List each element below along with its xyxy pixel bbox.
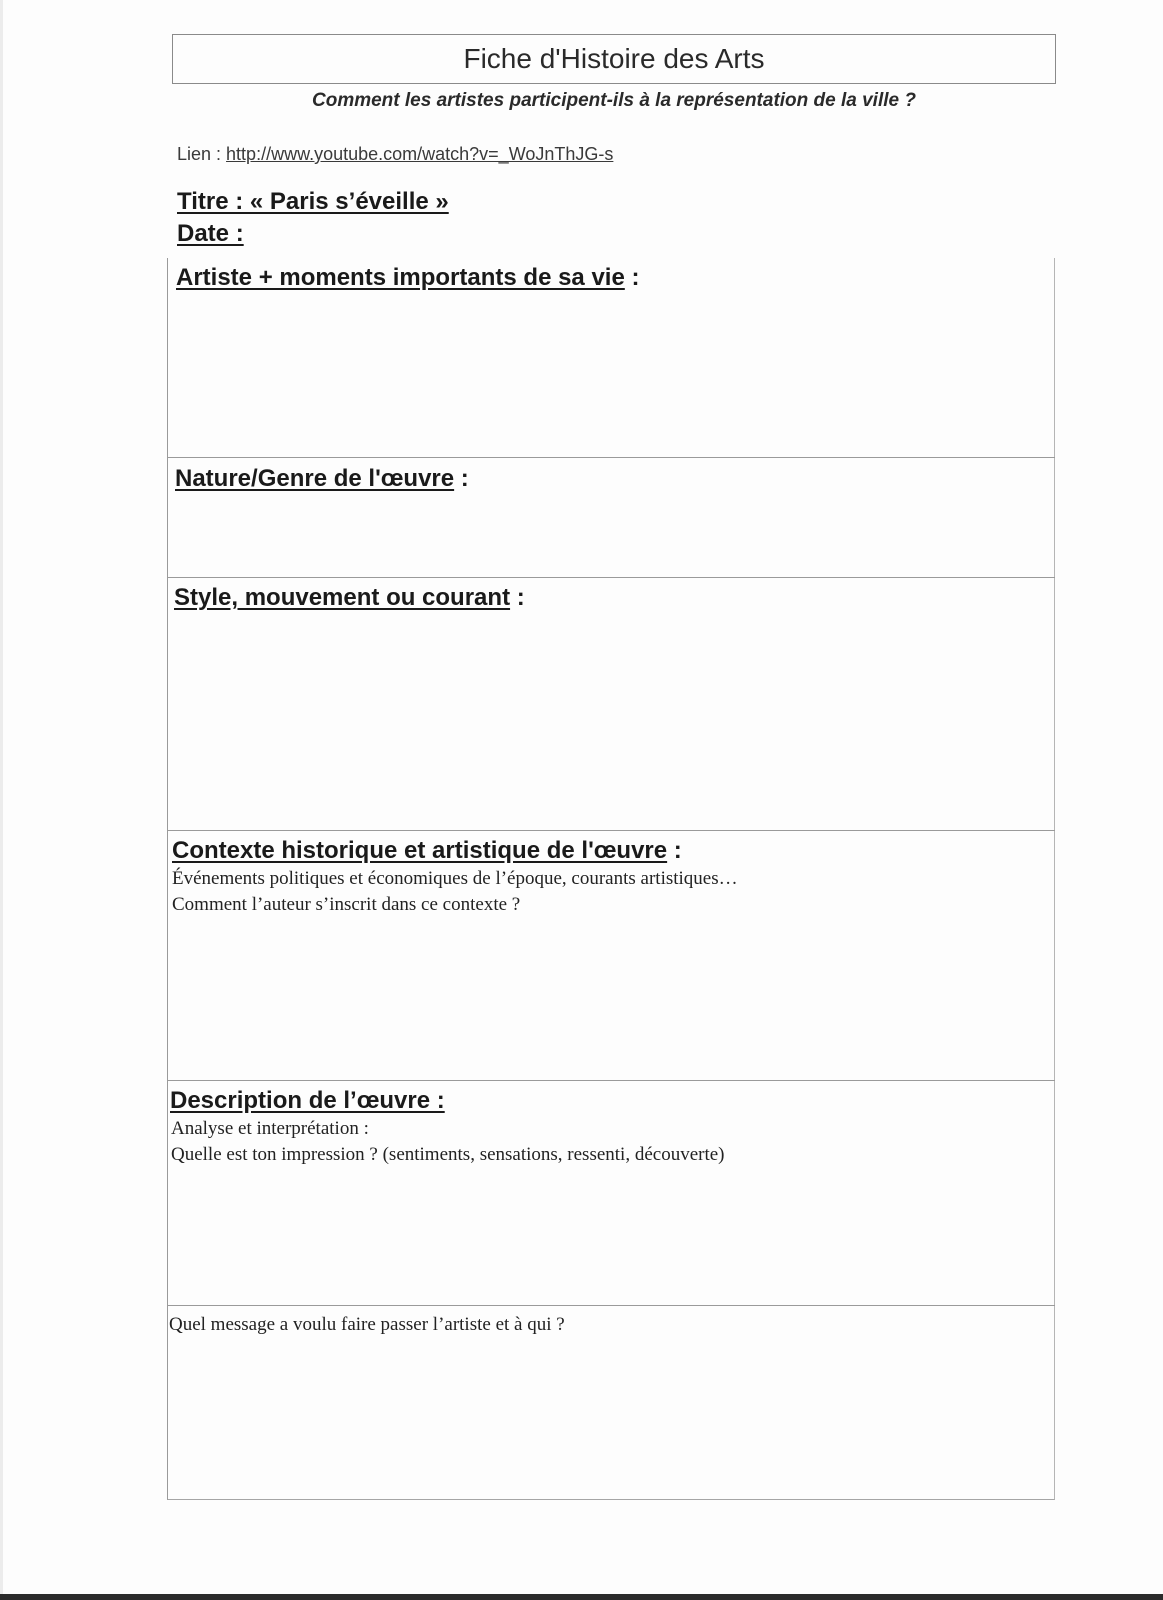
date-field	[177, 220, 244, 248]
context-prompt-2: Comment l’auteur s’inscrit dans ce contexte ?	[172, 894, 521, 915]
section-divider	[167, 577, 1055, 578]
section-genre: Nature/Genre de l'œuvre :	[175, 465, 469, 492]
context-prompt-1: Événements politiques et économiques de l’époque, courants artistiques…	[172, 868, 738, 889]
title-field	[177, 188, 449, 216]
title-field-label: Titre : « Paris s’éveille »	[177, 188, 449, 215]
section-artist-heading: Artiste + moments importants de sa vie	[176, 264, 625, 291]
section-divider	[167, 457, 1055, 458]
video-link-line	[177, 144, 613, 165]
section-description	[170, 1087, 445, 1115]
section-style-heading: Style, mouvement ou courant	[174, 584, 511, 611]
page-title-text: Fiche d'Histoire des Arts	[463, 43, 765, 74]
section-divider	[167, 830, 1055, 831]
section-description-heading: Description de l’œuvre :	[170, 1087, 445, 1114]
page-title	[172, 34, 1056, 84]
section-divider	[167, 1305, 1055, 1306]
date-field-label: Date :	[177, 220, 244, 247]
description-prompt-2: Quelle est ton impression ? (sentiments, sensations, ressenti, découverte)	[171, 1144, 725, 1165]
section-context-heading: Contexte historique et artistique de l'œuvre	[172, 837, 668, 864]
section-artist: Artiste + moments importants de sa vie :	[176, 264, 640, 291]
link-label: Lien :	[177, 144, 227, 164]
video-link[interactable]: http://www.youtube.com/watch?v=_WoJnThJG-s	[226, 144, 614, 164]
section-context: Contexte historique et artistique de l'œuvre :	[172, 837, 682, 864]
page-subtitle: Comment les artistes participent-ils à la représentation de la ville ?	[312, 90, 916, 111]
message-prompt: Quel message a voulu faire passer l’artiste et à qui ?	[169, 1314, 565, 1335]
scan-edge	[0, 0, 3, 1600]
section-style: Style, mouvement ou courant :	[174, 584, 525, 611]
section-genre-heading: Nature/Genre de l'œuvre	[175, 465, 455, 492]
scan-edge-bottom	[0, 1594, 1163, 1600]
section-divider	[167, 1080, 1055, 1081]
description-prompt-1: Analyse et interprétation :	[171, 1118, 369, 1139]
